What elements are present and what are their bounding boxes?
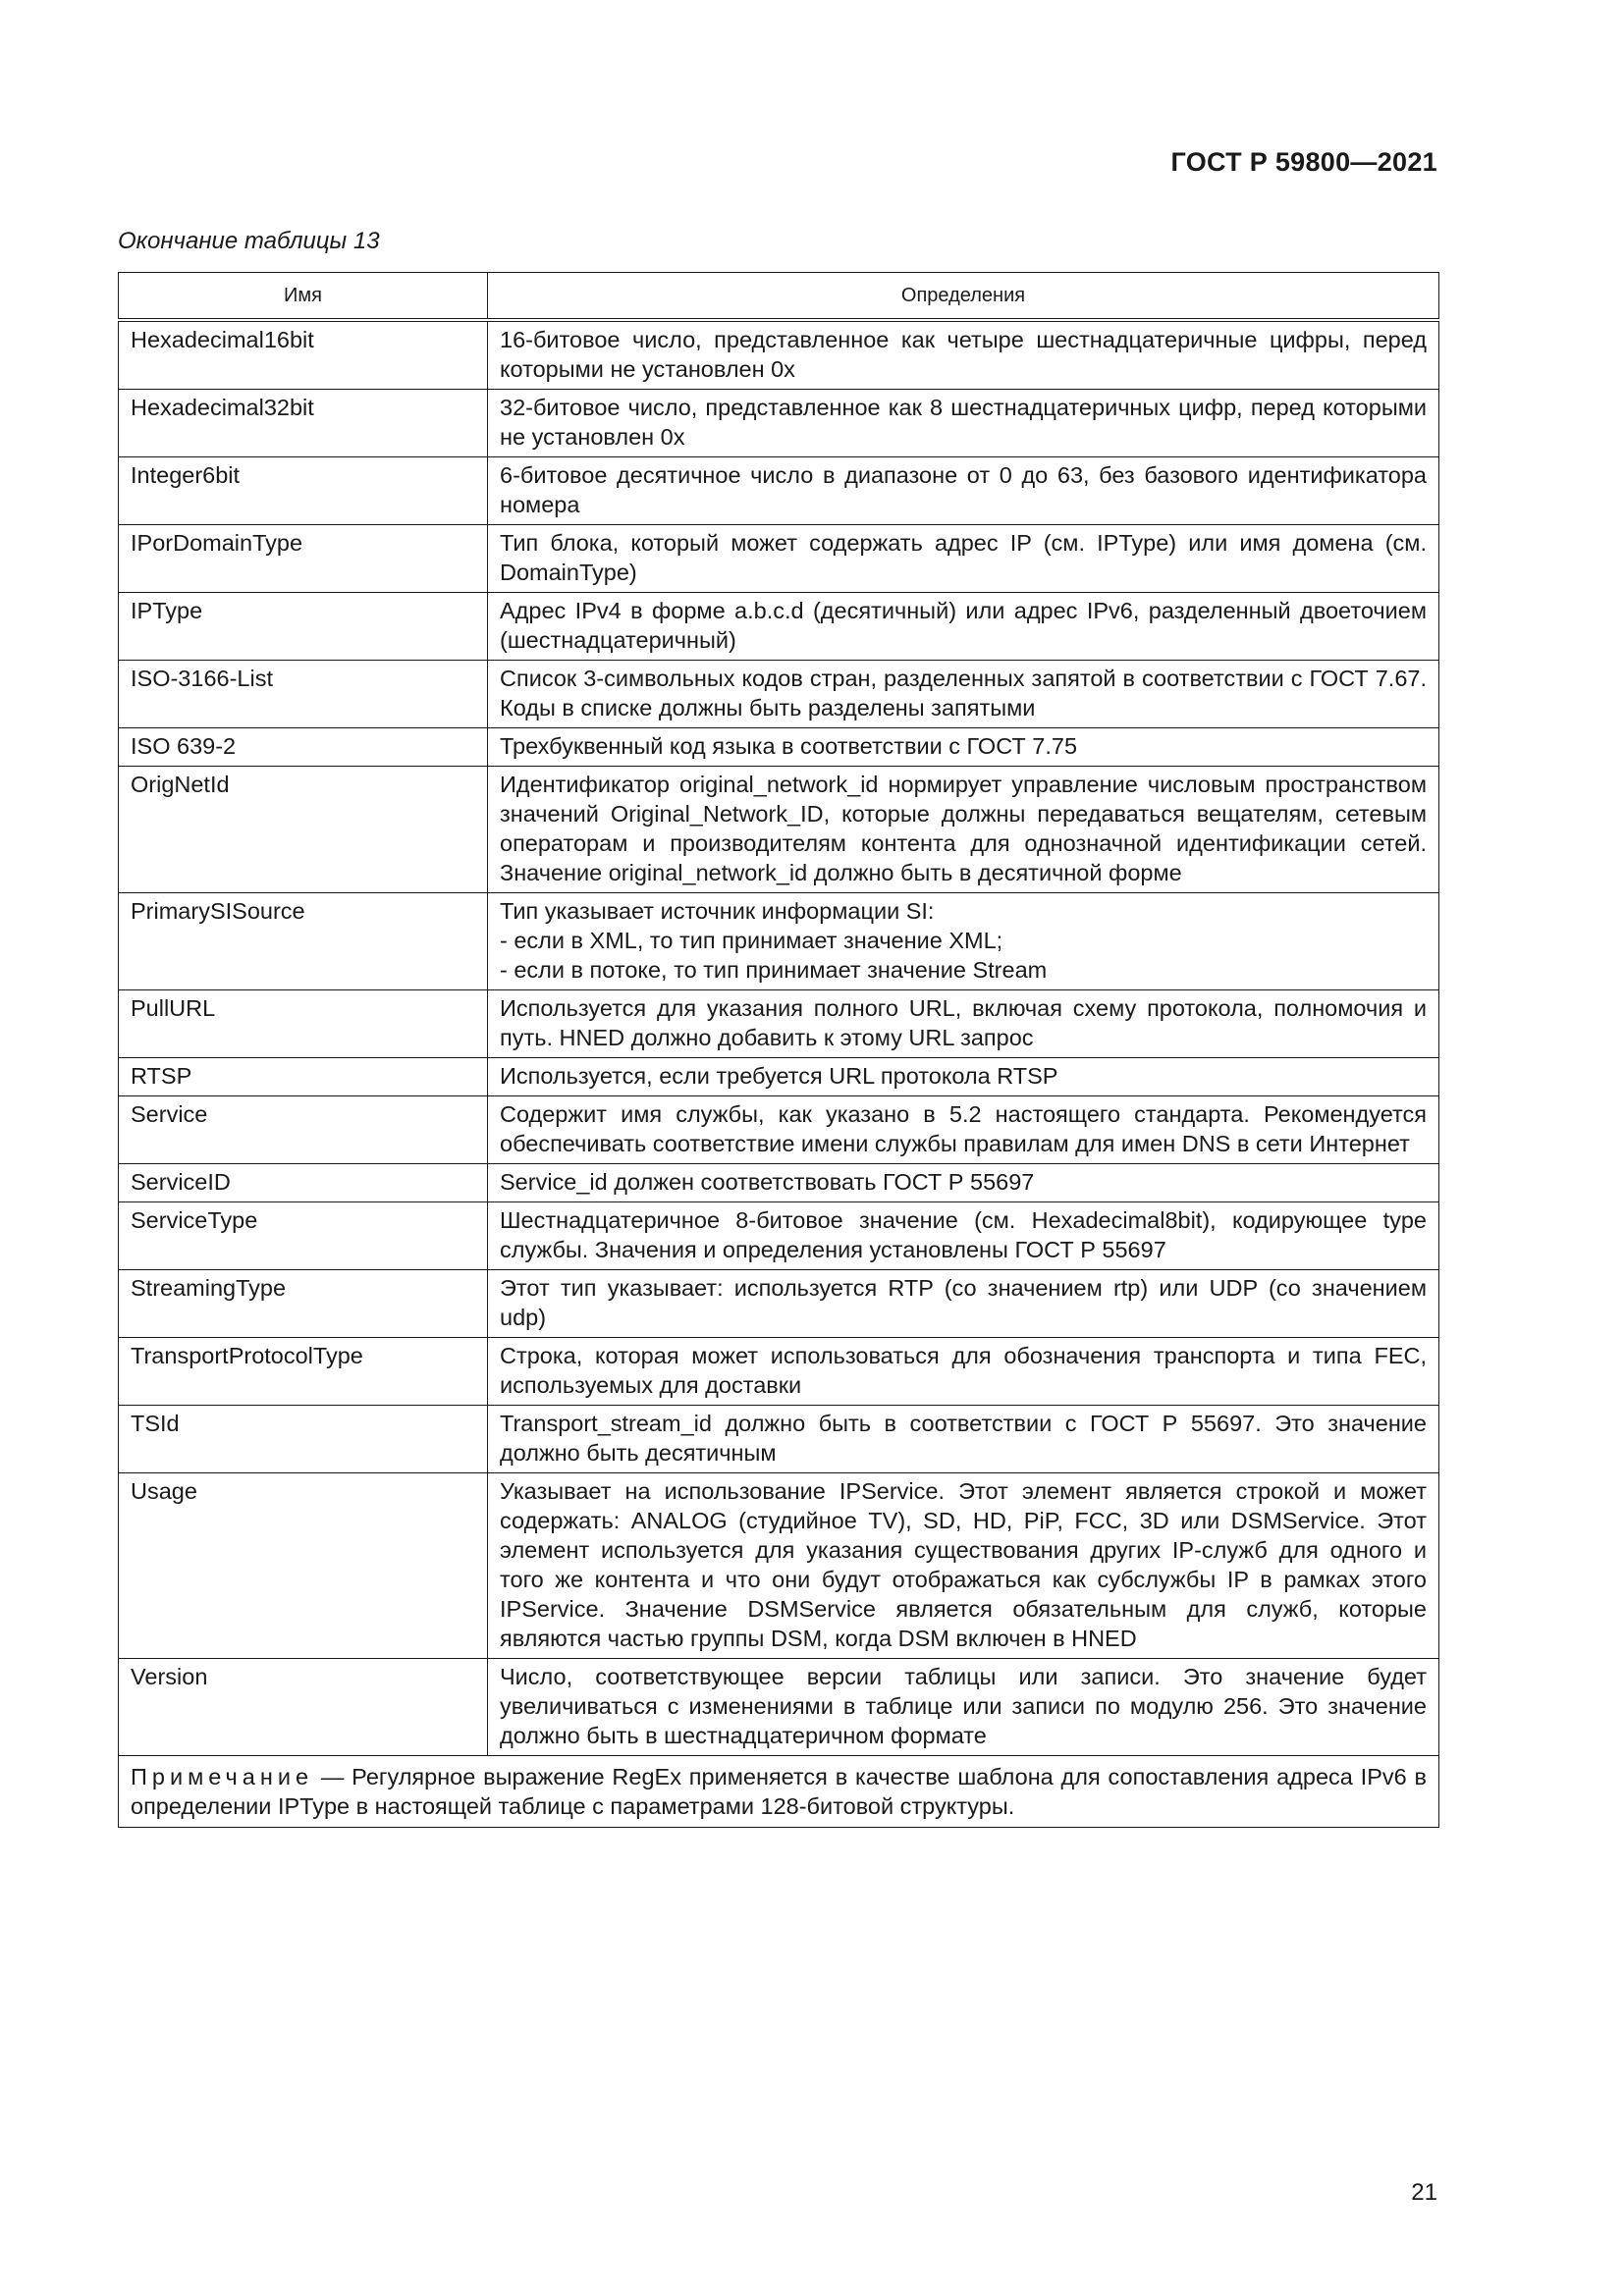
row-definition-cell: Список 3-символьных кодов стран, разделенных запятой в соответствии с ГОСТ 7.67. Коды в списке должны быть разделены запятыми [488, 661, 1439, 728]
row-definition-cell: Этот тип указывает: используется RTP (со значением rtp) или UDP (со значением udp) [488, 1270, 1439, 1338]
row-definition-cell: 32-битовое число, представленное как 8 шестнадцатеричных цифр, перед которыми не установлен 0x [488, 390, 1439, 457]
row-name-cell: StreamingType [119, 1270, 488, 1338]
page-number: 21 [1411, 2179, 1437, 2206]
row-definition-cell: Строка, которая может использоваться для обозначения транспорта и типа FEC, используемых для доставки [488, 1338, 1439, 1406]
table-row [119, 593, 1439, 661]
table-note [119, 1756, 1439, 1828]
row-name-cell: IPorDomainType [119, 525, 488, 593]
table-row [119, 1270, 1439, 1338]
table-row [119, 1202, 1439, 1270]
table-header-row [119, 273, 1439, 321]
row-name-cell: Hexadecimal16bit [119, 320, 488, 390]
row-name-cell: Integer6bit [119, 457, 488, 525]
row-definition-cell: 16-битовое число, представленное как четыре шестнадцатеричные цифры, перед которыми не установлен 0x [488, 320, 1439, 390]
document-code: ГОСТ Р 59800—2021 [1170, 147, 1437, 177]
row-definition-cell: Адрес IPv4 в форме a.b.c.d (десятичный) или адрес IPv6, разделенный двоеточием (шестнадцатеричный) [488, 593, 1439, 661]
table-row [119, 1473, 1439, 1659]
row-definition-cell: Шестнадцатеричное 8-битовое значение (см. Hexadecimal8bit), кодирующее type службы. Значения и определения установлены ГОСТ Р 55697 [488, 1202, 1439, 1270]
row-definition-cell: Трехбуквенный код языка в соответствии с ГОСТ 7.75 [488, 728, 1439, 767]
row-name-cell: PullURL [119, 990, 488, 1058]
row-name-cell: Usage [119, 1473, 488, 1659]
table-row [119, 728, 1439, 767]
table-row [119, 1406, 1439, 1473]
row-definition-cell: Тип блока, который может содержать адрес IP (см. IPType) или имя домена (см. DomainType) [488, 525, 1439, 593]
table-note-row [119, 1756, 1439, 1828]
table-row [119, 1338, 1439, 1406]
table-row [119, 1659, 1439, 1756]
row-name-cell: TransportProtocolType [119, 1338, 488, 1406]
row-name-cell: Version [119, 1659, 488, 1756]
note-text: — Регулярное выражение RegEx применяется в качестве шаблона для сопоставления адреса IPv6 в определении IPType в настоящей таблице с параметрами 128-битовой структуры. [131, 1764, 1427, 1819]
row-definition-cell: Используется для указания полного URL, включая схему протокола, полномочия и путь. HNED должно добавить к этому URL запрос [488, 990, 1439, 1058]
table-row [119, 320, 1439, 390]
row-name-cell: Hexadecimal32bit [119, 390, 488, 457]
row-definition-cell: Содержит имя службы, как указано в 5.2 настоящего стандарта. Рекомендуется обеспечивать соответствие имени службы правилам для имен DNS в сети Интернет [488, 1096, 1439, 1164]
table-row [119, 1164, 1439, 1202]
row-name-cell: RTSP [119, 1058, 488, 1096]
column-header-definition: Определения [488, 273, 1439, 321]
table-row [119, 1096, 1439, 1164]
table-row [119, 990, 1439, 1058]
row-name-cell: TSId [119, 1406, 488, 1473]
row-definition-cell: 6-битовое десятичное число в диапазоне от 0 до 63, без базового идентификатора номера [488, 457, 1439, 525]
row-name-cell: OrigNetId [119, 767, 488, 893]
definitions-table [118, 272, 1439, 1828]
note-label: Примечание [131, 1764, 314, 1789]
row-definition-cell: Тип указывает источник информации SI: - если в XML, то тип принимает значение XML; - если в потоке, то тип принимает значение Stream [488, 893, 1439, 990]
row-name-cell: PrimarySISource [119, 893, 488, 990]
table-row [119, 893, 1439, 990]
table-caption: Окончание таблицы 13 [118, 228, 380, 254]
row-name-cell: ISO-3166-List [119, 661, 488, 728]
table-row [119, 390, 1439, 457]
table-row [119, 457, 1439, 525]
table-row [119, 1058, 1439, 1096]
table-body [119, 320, 1439, 1756]
row-name-cell: ServiceType [119, 1202, 488, 1270]
table-row [119, 661, 1439, 728]
column-header-name: Имя [119, 273, 488, 321]
row-definition-cell: Указывает на использование IPService. Этот элемент является строкой и может содержать: ANALOG (студийное TV), SD, HD, PiP, FCC, 3D или DSMService. Этот элемент используется для указания существования других IP-служб для одного и того же контента и что они будут отображаться как субслужбы IP в рамках этого IPService. Значение DSMService является обязательным для служб, которые являются частью группы DSM, когда DSM включен в HNED [488, 1473, 1439, 1659]
row-definition-cell: Service_id должен соответствовать ГОСТ Р 55697 [488, 1164, 1439, 1202]
row-definition-cell: Используется, если требуется URL протокола RTSP [488, 1058, 1439, 1096]
row-definition-cell: Число, соответствующее версии таблицы или записи. Это значение будет увеличиваться с изменениями в таблице или записи по модулю 256. Это значение должно быть в шестнадцатеричном формате [488, 1659, 1439, 1756]
table-row [119, 767, 1439, 893]
row-name-cell: IPType [119, 593, 488, 661]
row-name-cell: ISO 639-2 [119, 728, 488, 767]
row-definition-cell: Transport_stream_id должно быть в соответствии с ГОСТ Р 55697. Это значение должно быть десятичным [488, 1406, 1439, 1473]
row-name-cell: Service [119, 1096, 488, 1164]
table-row [119, 525, 1439, 593]
row-definition-cell: Идентификатор original_network_id нормирует управление числовым пространством значений Original_Network_ID, которые должны передаваться вещателям, сетевым операторам и производителям контента для однозначной идентификации сетей. Значение original_network_id должно быть в десятичной форме [488, 767, 1439, 893]
row-name-cell: ServiceID [119, 1164, 488, 1202]
